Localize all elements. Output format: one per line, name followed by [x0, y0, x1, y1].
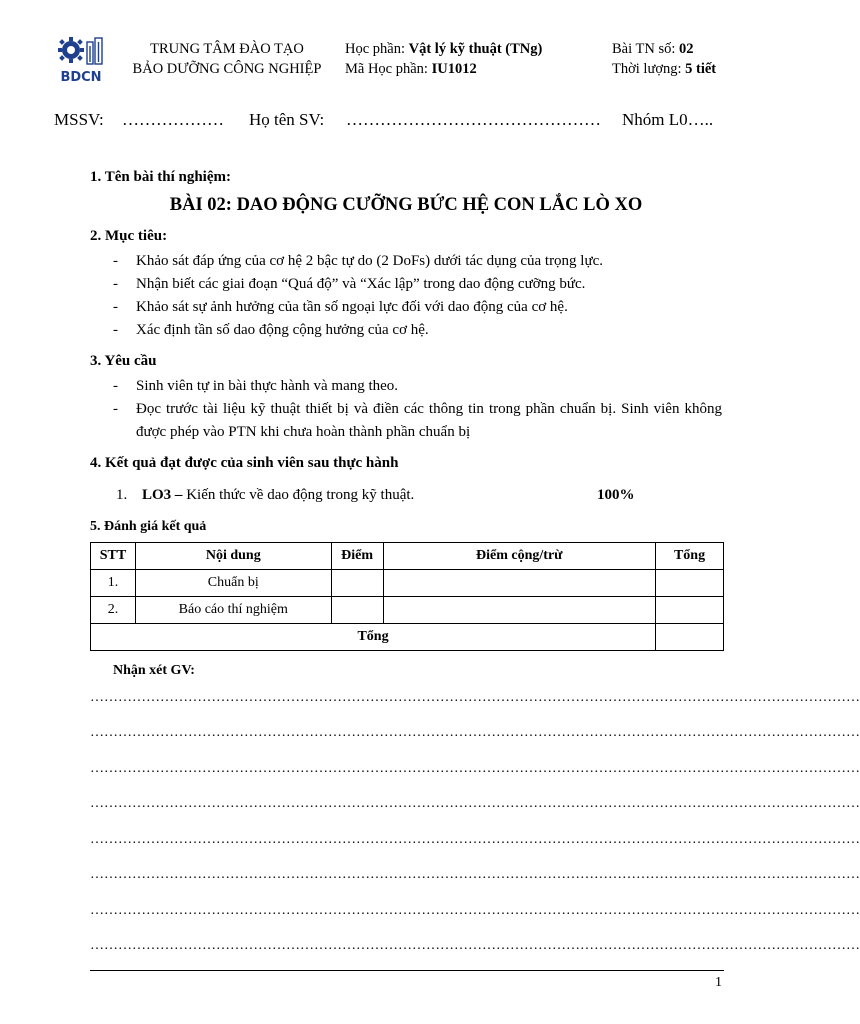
table-total-row	[91, 624, 724, 651]
total-cell[interactable]	[656, 597, 724, 624]
section-4-heading: 4. Kết quả đạt được của sinh viên sau thực hành	[90, 455, 399, 471]
comment-line[interactable]: …………………………………………………………………………………………………………………………………………………	[90, 832, 860, 847]
code-label: Mã Học phần:	[345, 61, 432, 77]
objective-item: Khảo sát sự ảnh hưởng của tần số ngoại lực đối với dao động của cơ hệ.	[136, 299, 568, 315]
outcome-item	[142, 487, 414, 504]
column-header: Điểm	[331, 543, 383, 570]
outcome-percent: 100%	[597, 487, 635, 503]
column-header: Điểm cộng/trừ	[383, 543, 656, 570]
course-value: Vật lý kỹ thuật (TNg)	[408, 41, 543, 57]
table-row	[91, 597, 724, 624]
bonus-cell[interactable]	[383, 570, 656, 597]
row-content: Chuẩn bị	[135, 570, 331, 597]
table-header-row	[91, 543, 724, 570]
section-3-heading: 3. Yêu cầu	[90, 353, 157, 369]
bullet-dash: -	[113, 299, 118, 315]
requirement-item: Sinh viên tự in bài thực hành và mang theo.	[136, 378, 399, 394]
outcome-number: 1.	[116, 487, 128, 503]
course-code	[345, 61, 477, 78]
objective-item: Xác định tần số dao động cộng hưởng của cơ hệ.	[136, 322, 429, 338]
bullet-dash: -	[113, 378, 118, 394]
footer-divider	[90, 970, 724, 971]
student-id-field[interactable]: ………………	[122, 110, 224, 129]
duration-label: Thời lượng:	[612, 61, 686, 77]
bonus-cell[interactable]	[383, 597, 656, 624]
requirement-item: Đọc trước tài liệu kỹ thuật thiết bị và điền các thông tin trong phần chuẩn bị. Sinh viên không được phép vào PTN khi chưa hoàn thành phần chuẩn bị	[136, 401, 722, 440]
section-5-heading: 5. Đánh giá kết quả	[90, 519, 207, 534]
row-stt: 2.	[91, 597, 136, 624]
outcome-text: Kiến thức về dao động trong kỹ thuật.	[182, 487, 415, 503]
bdcn-logo	[54, 36, 108, 84]
comment-line[interactable]: …………………………………………………………………………………………………………………………………………………	[90, 796, 860, 811]
total-cell[interactable]	[656, 570, 724, 597]
group-field[interactable]: Nhóm L0…..	[622, 110, 714, 129]
bullet-dash: -	[113, 253, 118, 269]
lab-number	[612, 41, 694, 58]
column-header: Nội dung	[135, 543, 331, 570]
logo-text: BDCN	[60, 70, 102, 85]
lab-no-label: Bài TN số:	[612, 41, 679, 57]
student-id-label: MSSV:	[54, 110, 104, 129]
column-header: STT	[91, 543, 136, 570]
grand-total-cell[interactable]	[656, 624, 724, 651]
row-content: Báo cáo thí nghiệm	[135, 597, 331, 624]
student-name-label: Họ tên SV:	[249, 110, 325, 129]
comment-line[interactable]: …………………………………………………………………………………………………………………………………………………	[90, 725, 860, 740]
duration-value: 5 tiết	[685, 61, 717, 77]
comment-line[interactable]: …………………………………………………………………………………………………………………………………………………	[90, 938, 860, 953]
student-name-field[interactable]: ………………………………………	[346, 110, 601, 129]
section-1-heading: 1. Tên bài thí nghiệm:	[90, 169, 231, 185]
course-label: Học phần:	[345, 41, 409, 57]
grading-table	[90, 542, 724, 651]
org-line-2: BẢO DƯỠNG CÔNG NGHIỆP	[132, 61, 322, 77]
score-cell[interactable]	[331, 597, 383, 624]
objective-item: Nhận biết các giai đoạn “Quá độ” và “Xác lập” trong dao động cưỡng bức.	[136, 276, 586, 292]
outcome-code: LO3 –	[142, 487, 183, 503]
lab-no-value: 02	[679, 41, 694, 57]
row-stt: 1.	[91, 570, 136, 597]
page-number: 1	[715, 975, 722, 990]
table-row	[91, 570, 724, 597]
comment-line[interactable]: …………………………………………………………………………………………………………………………………………………	[90, 761, 860, 776]
duration	[612, 61, 716, 78]
bullet-dash: -	[113, 322, 118, 338]
bullet-dash: -	[113, 276, 118, 292]
lab-title: BÀI 02: DAO ĐỘNG CƯỠNG BỨC HỆ CON LẮC LÒ XO	[169, 195, 643, 215]
total-label: Tổng	[91, 624, 656, 651]
course-name	[345, 41, 542, 58]
org-line-1: TRUNG TÂM ĐÀO TẠO	[150, 41, 304, 57]
code-value: IU1012	[431, 61, 477, 77]
comments-label: Nhận xét GV:	[113, 663, 195, 678]
score-cell[interactable]	[331, 570, 383, 597]
comment-line[interactable]: …………………………………………………………………………………………………………………………………………………	[90, 690, 860, 705]
section-2-heading: 2. Mục tiêu:	[90, 228, 168, 244]
comment-line[interactable]: …………………………………………………………………………………………………………………………………………………	[90, 867, 860, 882]
objective-item: Khảo sát đáp ứng của cơ hệ 2 bậc tự do (2 DoFs) dưới tác dụng của trọng lực.	[136, 253, 604, 269]
column-header: Tổng	[656, 543, 724, 570]
bullet-dash: -	[113, 401, 118, 417]
comment-line[interactable]: …………………………………………………………………………………………………………………………………………………	[90, 903, 860, 918]
